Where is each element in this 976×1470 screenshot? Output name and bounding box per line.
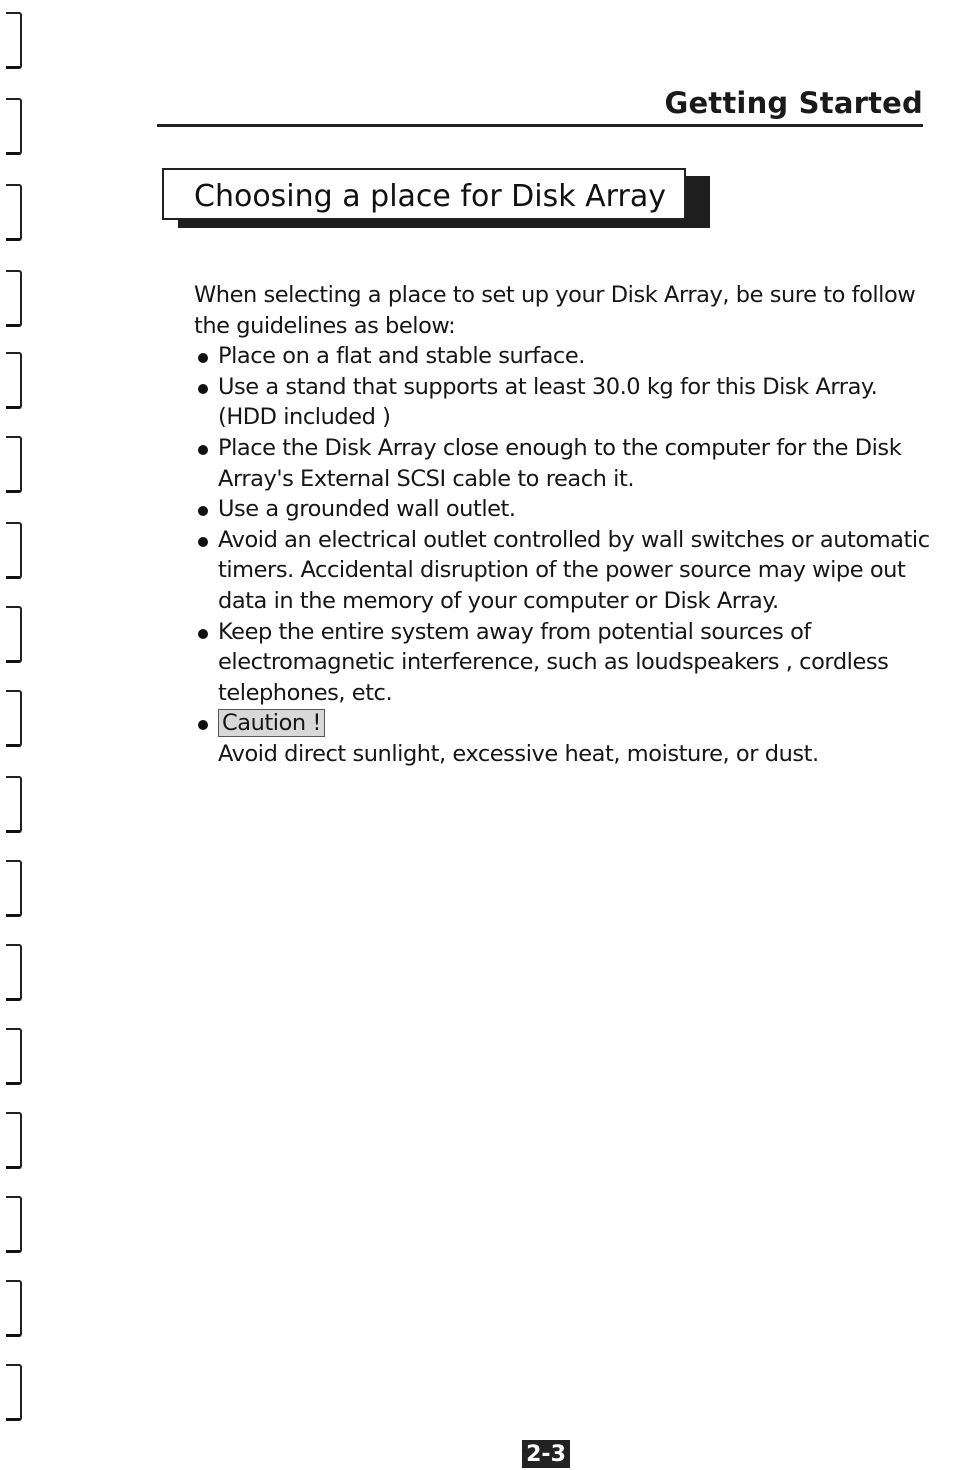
caution-item xyxy=(194,708,934,769)
bullet-icon xyxy=(198,384,208,394)
spiral-binding xyxy=(0,0,30,1468)
page-content xyxy=(194,280,934,770)
binding-ring xyxy=(6,436,22,493)
binding-ring xyxy=(6,1196,22,1253)
list-item-text: Place on a flat and stable surface. xyxy=(218,343,585,370)
caution-text: Avoid direct sunlight, excessive heat, moisture, or dust. xyxy=(218,740,819,767)
list-item xyxy=(194,433,934,494)
binding-ring xyxy=(6,860,22,917)
chapter-title: Getting Started xyxy=(664,86,923,120)
binding-ring xyxy=(6,270,22,327)
intro-paragraph: When selecting a place to set up your Disk Array, be sure to follow the guidelines as below: xyxy=(194,282,916,339)
bullet-icon xyxy=(198,353,208,363)
list-item xyxy=(194,617,934,709)
guidelines-list xyxy=(194,341,934,769)
binding-ring xyxy=(6,352,22,409)
bullet-icon xyxy=(198,506,208,516)
binding-ring xyxy=(6,690,22,747)
bullet-icon xyxy=(198,629,208,639)
list-item-text: Keep the entire system away from potential sources of electromagnetic interference, such as loudspeakers , cordless telephones, etc. xyxy=(218,618,889,706)
list-item xyxy=(194,494,934,525)
list-item xyxy=(194,341,934,372)
binding-ring xyxy=(6,1112,22,1169)
bullet-icon xyxy=(198,537,208,547)
caution-label: Caution ! xyxy=(218,709,325,737)
list-item-text: Place the Disk Array close enough to the computer for the Disk Array's External SCSI cable to reach it. xyxy=(218,434,902,492)
list-item xyxy=(194,525,934,617)
page-number: 2-3 xyxy=(522,1440,570,1468)
page-header xyxy=(157,84,923,127)
list-item xyxy=(194,372,934,433)
section-title: Choosing a place for Disk Array xyxy=(194,179,666,214)
list-item-text: Use a stand that supports at least 30.0 kg for this Disk Array. (HDD included ) xyxy=(218,373,878,431)
section-title-box xyxy=(162,168,686,220)
list-item-text: Use a grounded wall outlet. xyxy=(218,496,516,523)
binding-ring xyxy=(6,184,22,241)
binding-ring xyxy=(6,12,22,69)
bullet-icon xyxy=(198,445,208,455)
binding-ring xyxy=(6,1280,22,1337)
binding-ring xyxy=(6,1028,22,1085)
binding-ring xyxy=(6,944,22,1001)
binding-ring xyxy=(6,776,22,833)
binding-ring xyxy=(6,98,22,155)
list-item-text: Avoid an electrical outlet controlled by wall switches or automatic timers. Accidental disruption of the power source may wipe out data in the memory of your computer or Disk Array. xyxy=(218,526,930,614)
binding-ring xyxy=(6,606,22,663)
binding-ring xyxy=(6,1364,22,1421)
binding-ring xyxy=(6,522,22,579)
bullet-icon xyxy=(198,720,208,730)
